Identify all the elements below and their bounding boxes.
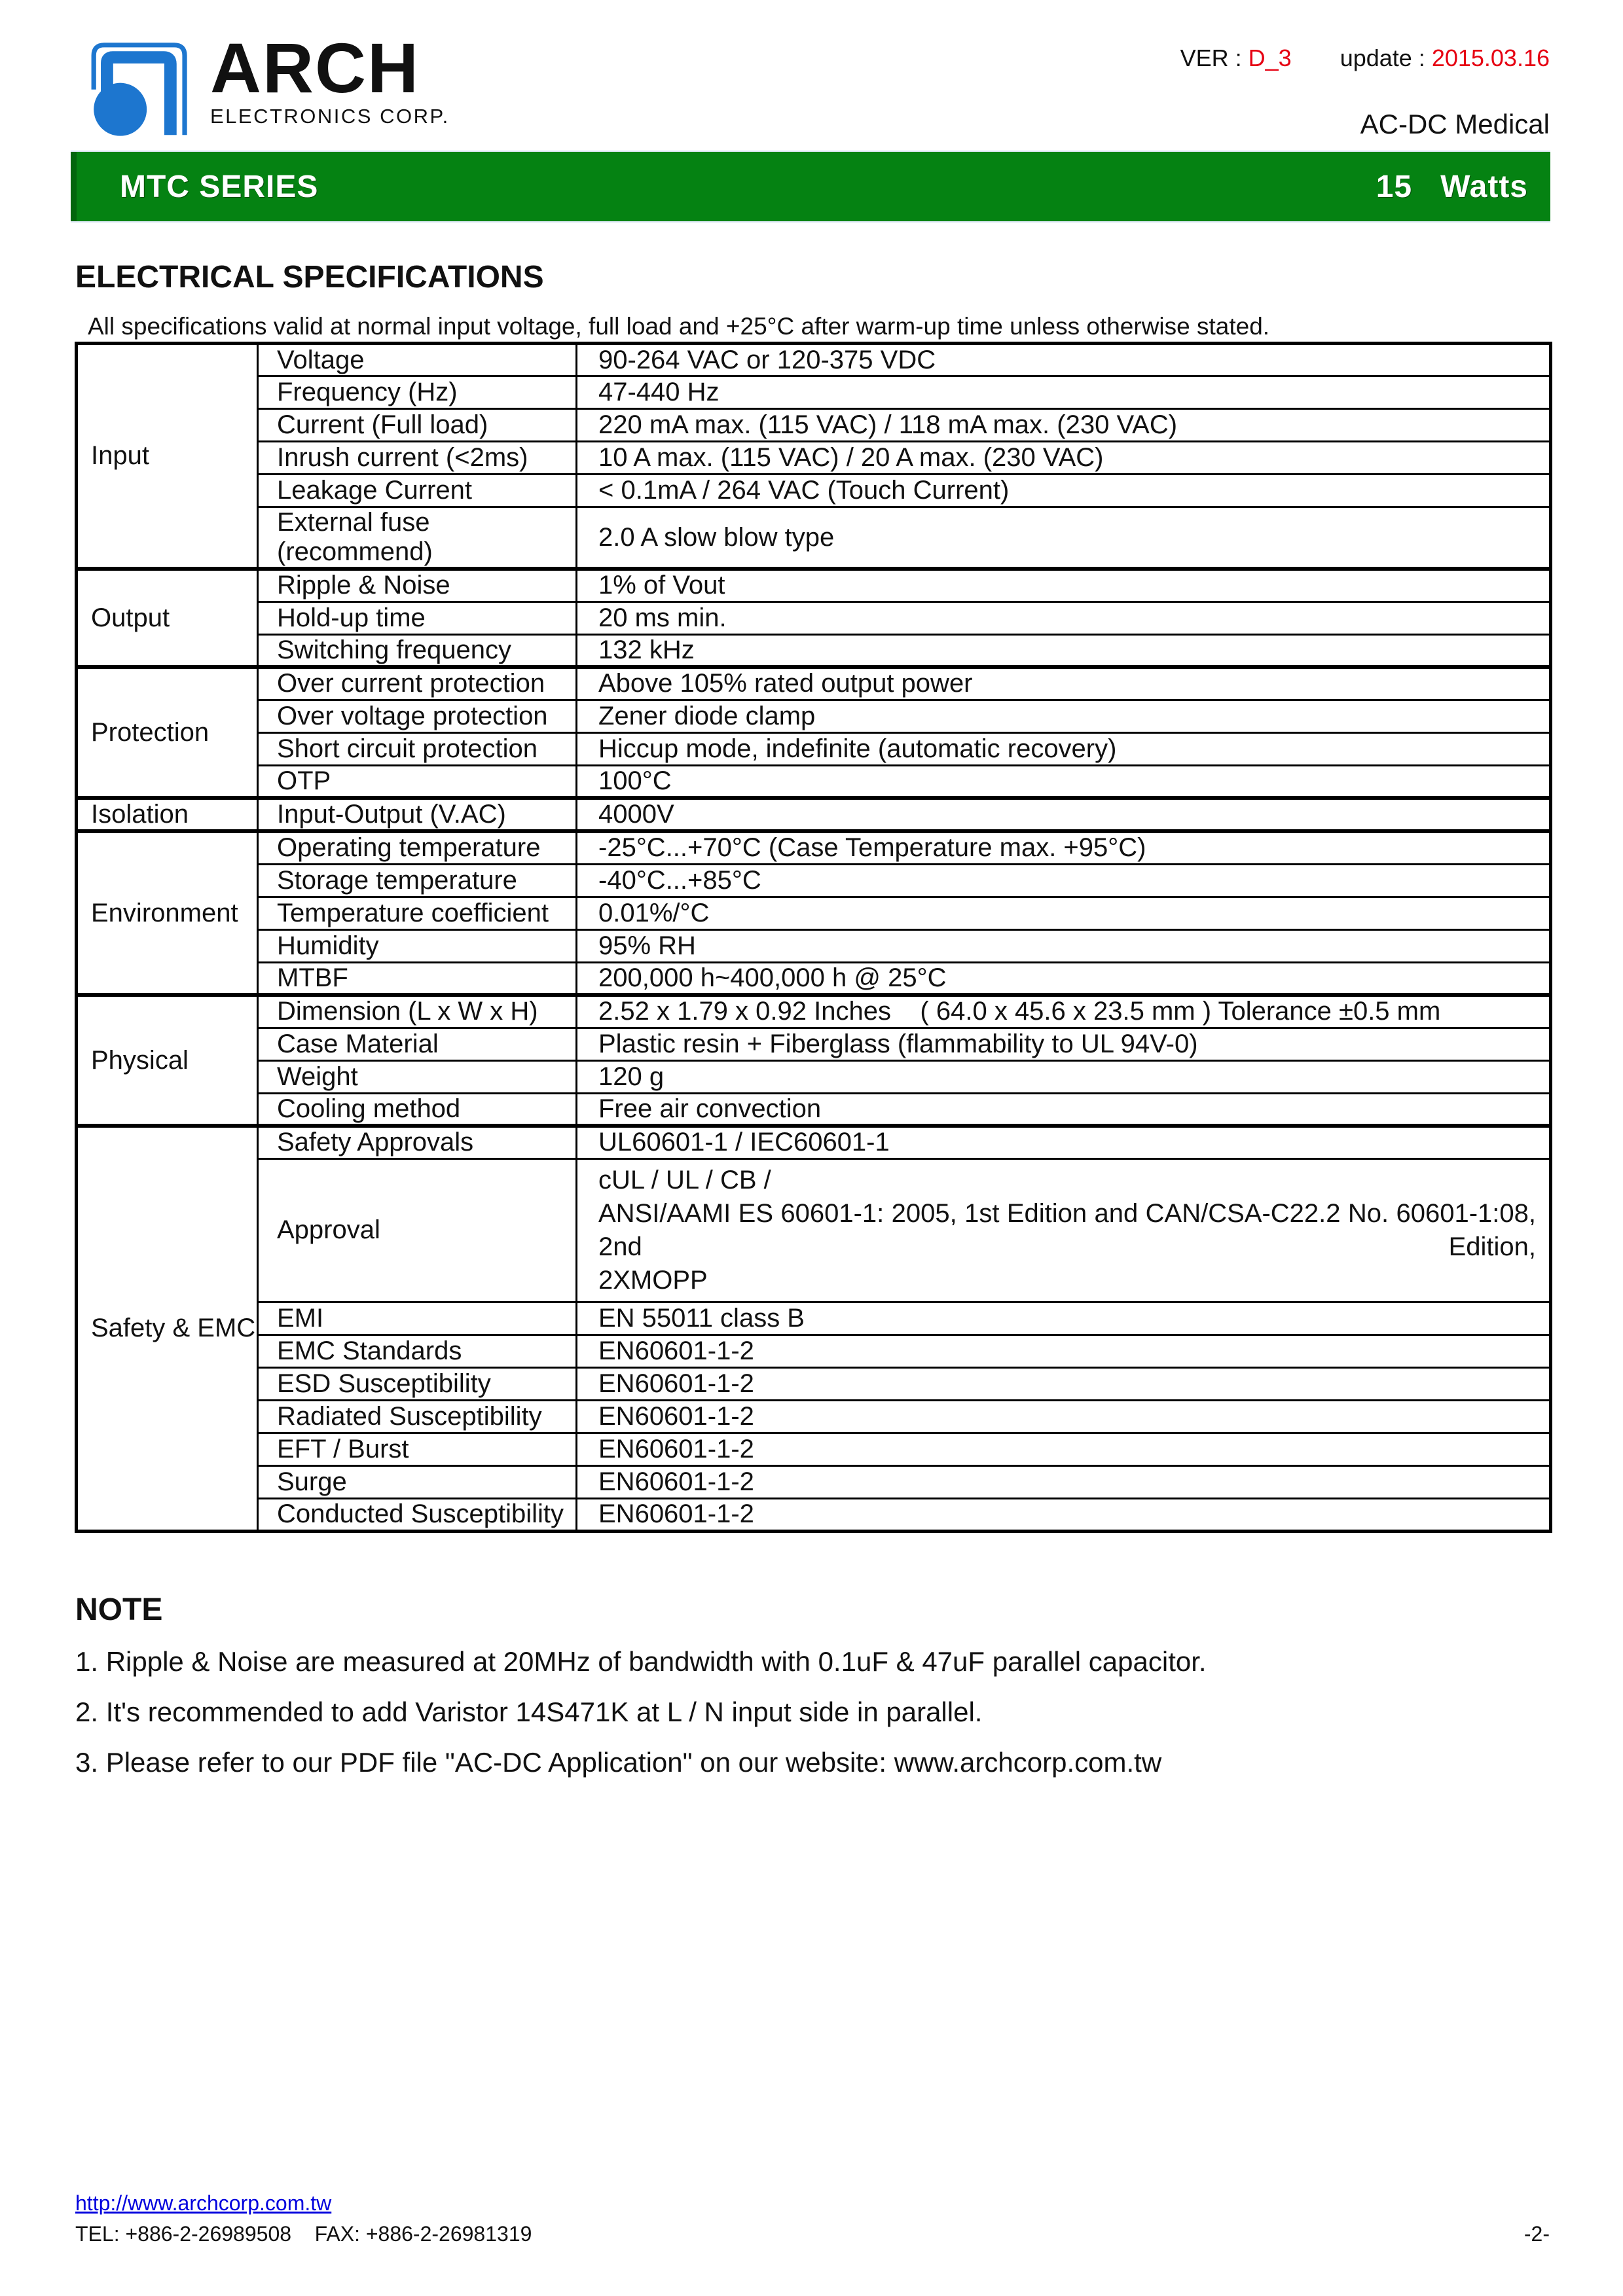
page-header xyxy=(84,28,1550,147)
spec-row xyxy=(77,409,1551,442)
parameter-cell: Input-Output (V.AC) xyxy=(258,798,577,831)
category-cell: Physical xyxy=(77,995,258,1126)
value-cell: Above 105% rated output power xyxy=(577,667,1551,700)
spec-row xyxy=(77,732,1551,765)
spec-row xyxy=(77,700,1551,732)
value-cell: 200,000 h~400,000 h @ 25°C xyxy=(577,962,1551,995)
value-cell: 120 g xyxy=(577,1060,1551,1093)
product-category: AC-DC Medical xyxy=(1360,109,1550,139)
parameter-cell: EMI xyxy=(258,1302,577,1335)
parameter-cell: Safety Approvals xyxy=(258,1126,577,1158)
spec-row xyxy=(77,667,1551,700)
value-cell: EN60601-1-2 xyxy=(577,1465,1551,1498)
footer-contact-line xyxy=(75,2222,1550,2246)
spec-row xyxy=(77,1335,1551,1367)
parameter-cell: Radiated Susceptibility xyxy=(258,1400,577,1433)
spec-row xyxy=(77,344,1551,376)
parameter-cell: Conducted Susceptibility xyxy=(258,1498,577,1531)
value-cell: 95% RH xyxy=(577,929,1551,962)
spec-row xyxy=(77,376,1551,409)
logo-text xyxy=(210,28,450,128)
value-cell: Free air convection xyxy=(577,1093,1551,1126)
parameter-cell: Approval xyxy=(258,1158,577,1302)
spec-row xyxy=(77,1367,1551,1400)
update-value: 2015.03.16 xyxy=(1431,45,1550,71)
spec-row xyxy=(77,798,1551,831)
note-list xyxy=(75,1647,1551,1798)
parameter-cell: Inrush current (<2ms) xyxy=(258,442,577,475)
value-cell: 10 A max. (115 VAC) / 20 A max. (230 VAC) xyxy=(577,442,1551,475)
value-cell: EN60601-1-2 xyxy=(577,1498,1551,1531)
parameter-cell: Frequency (Hz) xyxy=(258,376,577,409)
spec-row xyxy=(77,929,1551,962)
value-line: ANSI/AAMI ES 60601-1: 2005, 1st Edition and CAN/CSA-C22.2 No. 60601-1:08, 2nd Edition, xyxy=(598,1198,1544,1261)
version-label: VER : xyxy=(1180,45,1249,71)
value-cell: EN60601-1-2 xyxy=(577,1367,1551,1400)
parameter-cell: Over current protection xyxy=(258,667,577,700)
spec-row xyxy=(77,1158,1551,1302)
section-title: ELECTRICAL SPECIFICATIONS xyxy=(75,260,544,295)
category-cell: Input xyxy=(77,344,258,569)
header-meta xyxy=(1180,45,1550,140)
category-cell: Output xyxy=(77,569,258,667)
value-cell xyxy=(577,1158,1551,1302)
spec-row xyxy=(77,1126,1551,1158)
value-line: cUL / UL / CB / xyxy=(598,1165,771,1194)
company-logo xyxy=(84,28,450,139)
value-cell: 132 kHz xyxy=(577,634,1551,667)
parameter-cell: EFT / Burst xyxy=(258,1433,577,1465)
parameter-cell: Operating temperature xyxy=(258,831,577,864)
value-cell: EN 55011 class B xyxy=(577,1302,1551,1335)
page-footer xyxy=(75,2191,1550,2246)
spec-table-wrap xyxy=(75,342,1552,1533)
value-cell: EN60601-1-2 xyxy=(577,1433,1551,1465)
value-cell: -25°C...+70°C (Case Temperature max. +95°C) xyxy=(577,831,1551,864)
spec-row xyxy=(77,634,1551,667)
value-cell: UL60601-1 / IEC60601-1 xyxy=(577,1126,1551,1158)
parameter-cell: Over voltage protection xyxy=(258,700,577,732)
arch-logo-icon xyxy=(84,33,198,139)
tel-fax-gap xyxy=(291,2222,315,2246)
spec-row xyxy=(77,507,1551,569)
spec-row xyxy=(77,1465,1551,1498)
spec-row xyxy=(77,601,1551,634)
parameter-cell: Surge xyxy=(258,1465,577,1498)
spec-row xyxy=(77,1028,1551,1060)
website-link[interactable]: http://www.archcorp.com.tw xyxy=(75,2191,332,2215)
tel-fax xyxy=(75,2222,532,2246)
parameter-cell: Case Material xyxy=(258,1028,577,1060)
spec-row xyxy=(77,1498,1551,1531)
value-cell: < 0.1mA / 264 VAC (Touch Current) xyxy=(577,475,1551,507)
value-cell: 90-264 VAC or 120-375 VDC xyxy=(577,344,1551,376)
spec-row xyxy=(77,1400,1551,1433)
note-item: 2. It's recommended to add Varistor 14S471K at L / N input side in parallel. xyxy=(75,1696,983,1727)
parameter-cell: Hold-up time xyxy=(258,601,577,634)
parameter-cell: MTBF xyxy=(258,962,577,995)
parameter-cell: External fuse (recommend) xyxy=(258,507,577,569)
category-cell: Protection xyxy=(77,667,258,798)
note-item: 1. Ripple & Noise are measured at 20MHz of bandwidth with 0.1uF & 47uF parallel capacitor. xyxy=(75,1646,1207,1677)
value-cell: 1% of Vout xyxy=(577,569,1551,601)
value-cell: EN60601-1-2 xyxy=(577,1400,1551,1433)
parameter-cell: Switching frequency xyxy=(258,634,577,667)
spec-row xyxy=(77,569,1551,601)
spec-row xyxy=(77,1093,1551,1126)
category-cell: Isolation xyxy=(77,798,258,831)
value-cell: 220 mA max. (115 VAC) / 118 mA max. (230 VAC) xyxy=(577,409,1551,442)
parameter-cell: Short circuit protection xyxy=(258,732,577,765)
spec-row xyxy=(77,864,1551,897)
value-cell: 20 ms min. xyxy=(577,601,1551,634)
value-cell: 47-440 Hz xyxy=(577,376,1551,409)
wattage-label: 15 Watts xyxy=(1376,169,1528,204)
category-cell: Safety & EMC xyxy=(77,1126,258,1531)
value-cell: Plastic resin + Fiberglass (flammability to UL 94V-0) xyxy=(577,1028,1551,1060)
parameter-cell: Ripple & Noise xyxy=(258,569,577,601)
value-line: 2XMOPP xyxy=(598,1265,708,1295)
note-item: 3. Please refer to our PDF file "AC-DC Application" on our website: www.archcorp.com.tw xyxy=(75,1747,1162,1778)
value-cell: 2.0 A slow blow type xyxy=(577,507,1551,569)
parameter-cell: Storage temperature xyxy=(258,864,577,897)
spec-row xyxy=(77,995,1551,1028)
page-number: -2- xyxy=(1523,2222,1550,2246)
parameter-cell: Current (Full load) xyxy=(258,409,577,442)
parameter-cell: OTP xyxy=(258,765,577,798)
spec-table-body xyxy=(77,344,1551,1532)
parameter-cell: Temperature coefficient xyxy=(258,897,577,929)
spec-row xyxy=(77,962,1551,995)
parameter-cell: EMC Standards xyxy=(258,1335,577,1367)
spec-row xyxy=(77,1433,1551,1465)
spec-row xyxy=(77,765,1551,798)
parameter-cell: Weight xyxy=(258,1060,577,1093)
parameter-cell: ESD Susceptibility xyxy=(258,1367,577,1400)
value-cell: EN60601-1-2 xyxy=(577,1335,1551,1367)
fax: FAX: +886-2-26981319 xyxy=(314,2222,532,2246)
value-cell: Hiccup mode, indefinite (automatic recovery) xyxy=(577,732,1551,765)
parameter-cell: Humidity xyxy=(258,929,577,962)
spec-row xyxy=(77,442,1551,475)
spec-row xyxy=(77,831,1551,864)
parameter-cell: Dimension (L x W x H) xyxy=(258,995,577,1028)
version-value: D_3 xyxy=(1248,45,1292,71)
spec-row xyxy=(77,475,1551,507)
update-label: update : xyxy=(1340,45,1432,71)
version-line xyxy=(1180,45,1550,72)
spec-table xyxy=(75,342,1552,1533)
category-cell: Environment xyxy=(77,831,258,995)
parameter-cell: Voltage xyxy=(258,344,577,376)
series-banner xyxy=(71,152,1550,221)
value-cell: 0.01%/°C xyxy=(577,897,1551,929)
brand-subtitle: ELECTRONICS CORP. xyxy=(210,105,450,128)
parameter-cell: Cooling method xyxy=(258,1093,577,1126)
spec-row xyxy=(77,1060,1551,1093)
value-cell: 4000V xyxy=(577,798,1551,831)
note-title: NOTE xyxy=(75,1592,163,1627)
spec-row xyxy=(77,897,1551,929)
parameter-cell: Leakage Current xyxy=(258,475,577,507)
value-cell: 100°C xyxy=(577,765,1551,798)
brand-name: ARCH xyxy=(210,28,420,107)
series-name: MTC SERIES xyxy=(120,169,319,204)
value-cell: Zener diode clamp xyxy=(577,700,1551,732)
tel: TEL: +886-2-26989508 xyxy=(75,2222,292,2246)
value-cell: 2.52 x 1.79 x 0.92 Inches ( 64.0 x 45.6 x 23.5 mm ) Tolerance ±0.5 mm xyxy=(577,995,1551,1028)
spec-row xyxy=(77,1302,1551,1335)
value-cell: -40°C...+85°C xyxy=(577,864,1551,897)
spec-condition-note: All specifications valid at normal input voltage, full load and +25°C after warm-up time unless otherwise stated. xyxy=(88,313,1270,340)
